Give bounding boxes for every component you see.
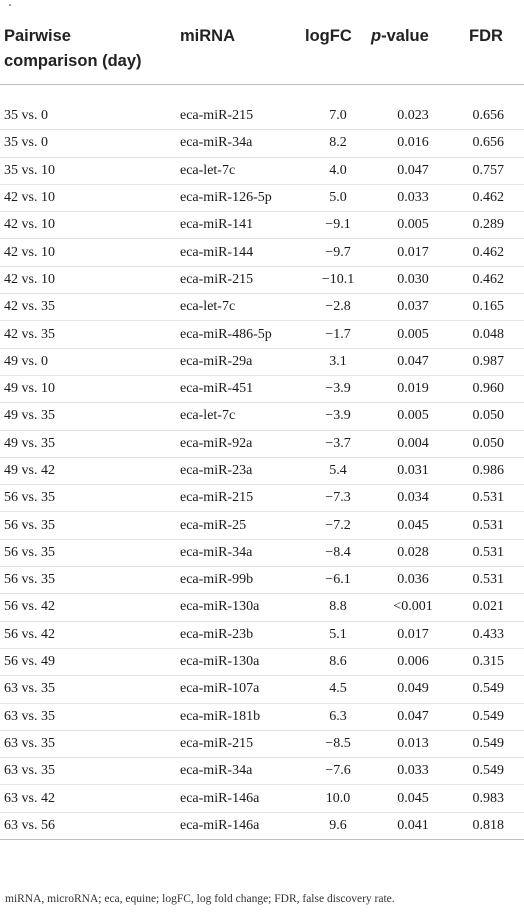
cell-logfc: 8.2 (329, 135, 347, 151)
cell-logfc: 3.1 (329, 353, 347, 369)
cell-comparison: 35 vs. 0 (4, 135, 48, 151)
cell-pvalue: 0.017 (397, 626, 429, 642)
cell-pvalue: 0.045 (397, 790, 429, 806)
cell-comparison: 63 vs. 35 (4, 735, 55, 751)
header-logfc: logFC (305, 27, 352, 45)
cell-logfc: 6.3 (329, 708, 347, 724)
cell-fdr: 0.531 (472, 517, 504, 533)
cell-pvalue: 0.005 (397, 408, 429, 424)
cell-fdr: 0.549 (472, 763, 504, 779)
cell-fdr: 0.289 (472, 217, 504, 233)
table-row (0, 594, 524, 621)
cell-fdr: 0.531 (472, 544, 504, 560)
header-pvalue-rest: -value (381, 27, 429, 45)
table-row (0, 239, 524, 266)
cell-mirna: eca-miR-146a (180, 790, 260, 806)
cell-fdr: 0.462 (472, 271, 504, 287)
cell-fdr: 0.531 (472, 490, 504, 506)
cell-fdr: 0.021 (472, 599, 504, 615)
cell-comparison: 56 vs. 35 (4, 490, 55, 506)
cell-pvalue: 0.006 (397, 654, 429, 670)
cell-logfc: −6.1 (325, 572, 351, 588)
cell-logfc: 8.8 (329, 599, 347, 615)
cell-logfc: −2.8 (325, 299, 351, 315)
table-row (0, 539, 524, 566)
cell-logfc: −9.1 (325, 217, 351, 233)
header-comparison-line1: Pairwise (4, 27, 71, 45)
cell-pvalue: 0.047 (397, 353, 429, 369)
cell-pvalue: 0.034 (397, 490, 429, 506)
table-row (0, 485, 524, 512)
cell-pvalue: 0.047 (397, 162, 429, 178)
cell-fdr: 0.165 (472, 299, 504, 315)
cell-comparison: 63 vs. 35 (4, 763, 55, 779)
cell-comparison: 35 vs. 0 (4, 108, 48, 124)
cell-pvalue: 0.005 (397, 326, 429, 342)
cell-comparison: 63 vs. 35 (4, 708, 55, 724)
cell-pvalue: 0.023 (397, 108, 429, 124)
cell-logfc: 5.0 (329, 190, 347, 206)
cell-comparison: 56 vs. 42 (4, 599, 55, 615)
cell-pvalue: 0.037 (397, 299, 429, 315)
table-row (0, 730, 524, 757)
table-header (0, 24, 524, 85)
mirna-table (0, 24, 524, 840)
cell-comparison: 56 vs. 35 (4, 517, 55, 533)
cell-fdr: 0.462 (472, 244, 504, 260)
table-row (0, 512, 524, 539)
cell-mirna: eca-miR-215 (180, 735, 254, 751)
cell-comparison: 63 vs. 35 (4, 681, 55, 697)
cell-mirna: eca-miR-126-5p (180, 190, 272, 206)
table-row (0, 785, 524, 812)
cell-fdr: 0.818 (472, 817, 504, 833)
cell-mirna: eca-miR-23a (180, 463, 253, 478)
table-row (0, 812, 524, 839)
cell-mirna: eca-miR-23b (180, 626, 254, 642)
cell-logfc: 5.4 (329, 463, 347, 478)
table-row (0, 212, 524, 239)
cell-pvalue: 0.005 (397, 217, 429, 233)
cell-fdr: 0.656 (472, 135, 504, 151)
cell-mirna: eca-miR-92a (180, 435, 253, 451)
table-row (0, 375, 524, 402)
cell-fdr: 0.531 (472, 572, 504, 588)
cell-mirna: eca-miR-130a (180, 599, 260, 615)
cell-logfc: −8.4 (325, 544, 351, 560)
header-pvalue-p: p (371, 27, 382, 45)
header-pvalue (371, 24, 455, 85)
header-fdr: FDR (469, 27, 503, 45)
scan-dot (9, 4, 11, 6)
cell-mirna: eca-miR-34a (180, 135, 253, 151)
table-row (0, 294, 524, 321)
cell-logfc: −10.1 (321, 271, 355, 287)
cell-logfc: 5.1 (329, 626, 347, 642)
cell-fdr: 0.048 (472, 326, 504, 342)
cell-logfc: −3.9 (325, 408, 351, 424)
cell-logfc: 8.6 (329, 654, 347, 670)
cell-mirna: eca-miR-181b (180, 708, 261, 724)
cell-logfc: −1.7 (325, 326, 351, 342)
cell-pvalue: 0.041 (397, 817, 429, 833)
table-row (0, 430, 524, 457)
table-footnote: miRNA, microRNA; eca, equine; logFC, log fold change; FDR, false discovery rate. (5, 893, 395, 905)
cell-pvalue: <0.001 (393, 599, 433, 615)
cell-logfc: 10.0 (325, 790, 351, 806)
cell-mirna: eca-let-7c (180, 162, 236, 178)
cell-logfc: 4.5 (329, 681, 347, 697)
table-row (0, 758, 524, 785)
cell-comparison: 49 vs. 0 (4, 353, 48, 369)
cell-mirna: eca-miR-29a (180, 353, 253, 369)
table-row (0, 157, 524, 184)
cell-comparison: 42 vs. 10 (4, 244, 55, 260)
cell-logfc: −7.6 (325, 763, 351, 779)
cell-mirna: eca-miR-130a (180, 654, 260, 670)
cell-fdr: 0.462 (472, 190, 504, 206)
cell-pvalue: 0.017 (397, 244, 429, 260)
cell-pvalue: 0.013 (397, 735, 429, 751)
cell-comparison: 49 vs. 10 (4, 381, 55, 397)
cell-comparison: 63 vs. 42 (4, 790, 55, 806)
cell-fdr: 0.050 (472, 408, 504, 424)
cell-mirna: eca-miR-215 (180, 271, 254, 287)
table-row (0, 703, 524, 730)
cell-logfc: −3.7 (325, 435, 351, 451)
cell-fdr: 0.960 (472, 381, 504, 397)
cell-pvalue: 0.036 (397, 572, 429, 588)
table-row (0, 567, 524, 594)
cell-comparison: 56 vs. 42 (4, 626, 55, 642)
cell-pvalue: 0.045 (397, 517, 429, 533)
cell-mirna: eca-let-7c (180, 299, 236, 315)
cell-mirna: eca-miR-215 (180, 490, 254, 506)
cell-mirna: eca-miR-144 (180, 244, 254, 260)
cell-comparison: 56 vs. 49 (4, 654, 55, 670)
cell-comparison: 56 vs. 35 (4, 544, 55, 560)
cell-logfc: 9.6 (329, 817, 347, 833)
header-comparison (0, 24, 180, 85)
cell-pvalue: 0.031 (397, 463, 429, 478)
cell-comparison: 63 vs. 56 (4, 817, 55, 833)
header-row (0, 24, 524, 85)
spacer-row (0, 85, 524, 104)
cell-fdr: 0.549 (472, 708, 504, 724)
cell-mirna: eca-miR-25 (180, 517, 247, 533)
table-row (0, 130, 524, 157)
cell-fdr: 0.433 (472, 626, 504, 642)
cell-logfc: −9.7 (325, 244, 351, 260)
cell-fdr: 0.549 (472, 681, 504, 697)
cell-comparison: 42 vs. 35 (4, 326, 55, 342)
header-comparison-line2: comparison (day) (4, 52, 142, 70)
cell-mirna: eca-let-7c (180, 408, 236, 424)
table-row (0, 621, 524, 648)
table-spacer (0, 85, 524, 104)
cell-logfc: −7.3 (325, 490, 351, 506)
cell-fdr: 0.986 (472, 463, 504, 478)
cell-comparison: 49 vs. 35 (4, 435, 55, 451)
cell-fdr: 0.549 (472, 735, 504, 751)
header-mirna: miRNA (180, 27, 236, 45)
cell-fdr: 0.050 (472, 435, 504, 451)
cell-comparison: 42 vs. 10 (4, 271, 55, 287)
cell-mirna: eca-miR-34a (180, 763, 253, 779)
table-row (0, 403, 524, 430)
cell-fdr: 0.757 (472, 162, 504, 178)
cell-mirna: eca-miR-99b (180, 572, 254, 588)
cell-mirna: eca-miR-141 (180, 217, 254, 233)
cell-pvalue: 0.004 (397, 435, 429, 451)
cell-mirna: eca-miR-34a (180, 544, 253, 560)
cell-pvalue: 0.030 (397, 271, 429, 287)
cell-comparison: 42 vs. 10 (4, 190, 55, 206)
table-row (0, 457, 524, 484)
cell-mirna: eca-miR-146a (180, 817, 260, 833)
cell-pvalue: 0.033 (397, 190, 429, 206)
cell-comparison: 56 vs. 35 (4, 572, 55, 588)
cell-mirna: eca-miR-486-5p (180, 326, 272, 342)
cell-comparison: 49 vs. 42 (4, 463, 55, 478)
cell-pvalue: 0.019 (397, 381, 429, 397)
cell-comparison: 42 vs. 10 (4, 217, 55, 233)
cell-logfc: 7.0 (329, 108, 347, 124)
cell-mirna: eca-miR-107a (180, 681, 260, 697)
cell-pvalue: 0.033 (397, 763, 429, 779)
cell-logfc: −8.5 (325, 735, 351, 751)
cell-pvalue: 0.028 (397, 544, 429, 560)
cell-pvalue: 0.047 (397, 708, 429, 724)
cell-logfc: −3.9 (325, 381, 351, 397)
cell-pvalue: 0.016 (397, 135, 429, 151)
cell-fdr: 0.315 (472, 654, 504, 670)
cell-fdr: 0.983 (472, 790, 504, 806)
table-body (0, 103, 524, 840)
cell-pvalue: 0.049 (397, 681, 429, 697)
cell-logfc: −7.2 (325, 517, 351, 533)
cell-comparison: 35 vs. 10 (4, 162, 55, 178)
table-row (0, 266, 524, 293)
cell-logfc: 4.0 (329, 162, 347, 178)
table-row (0, 184, 524, 211)
cell-comparison: 42 vs. 35 (4, 299, 55, 315)
table-row (0, 103, 524, 130)
cell-mirna: eca-miR-215 (180, 108, 254, 124)
table-row (0, 676, 524, 703)
cell-fdr: 0.656 (472, 108, 504, 124)
table-row (0, 348, 524, 375)
cell-comparison: 49 vs. 35 (4, 408, 55, 424)
cell-mirna: eca-miR-451 (180, 381, 254, 397)
table-row (0, 321, 524, 348)
cell-fdr: 0.987 (472, 353, 504, 369)
table-row (0, 648, 524, 675)
